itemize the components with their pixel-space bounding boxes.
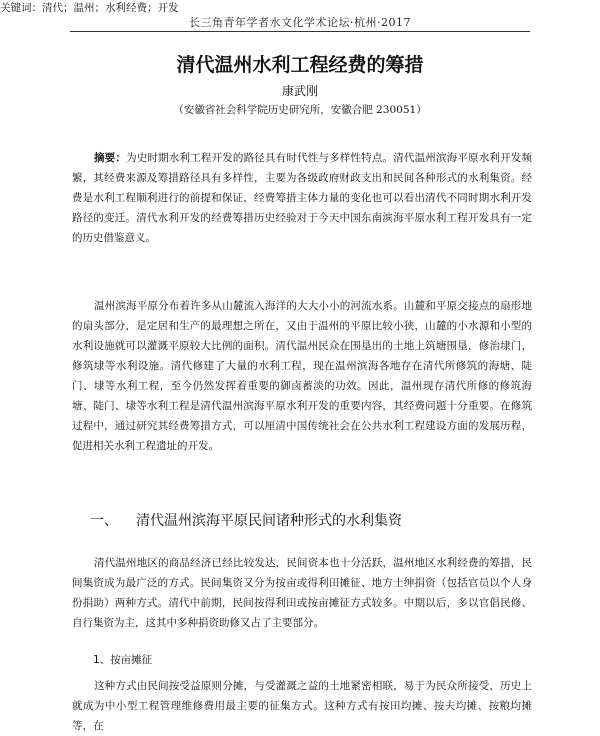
keywords-text: 清代；温州；水利经费；开发 — [42, 2, 179, 14]
keywords — [0, 0, 600, 15]
running-header: 长三角青年学者水文化学术论坛·杭州·2017 — [189, 16, 411, 29]
intro-paragraph: 温州滨海平原分布着许多从山麓流入海洋的大大小小的河流水系。山麓和平原交接点的扇形地的扇头部分，是定居和生产的最理想之所在，又由于温州的平原比较小狭，山麓的小水源和小型的水利设施就可以灌溉平原较大比例的面积。清代温州民众在围垦出的土地上筑塘围垦，修治埭门，修筑埭等水利设施。清代修建了大量的水利工程，现在温州滨海各地存在清代所修筑的海塘、陡门、埭等水利工程，至今仍然发挥着重要的御卤蓄淡的功效。因此，温州现存清代所修的修筑海塘、陡门、埭等水利工程是清代温州滨海平原水利开发的重要内容，其经费问题十分重要。在修筑过程中，通过研究其经费筹措方式，可以厘清中国传统社会在公共水利工程建设方面的发展历程，促进相关水利工程遗址的开发。 — [72, 300, 532, 452]
header-rule — [70, 31, 530, 32]
author-name: 康武刚 — [281, 84, 318, 98]
section-number: 一、 — [90, 513, 118, 529]
section-heading — [90, 510, 402, 530]
section-paragraph: 清代温州地区的商品经济已经比较发达，民间资本也十分活跃，温州地区水利经费的筹措，民间集资成为最广泛的方式。民间集资又分为按亩或得利田摊征、地方士绅捐资（包括官员以个人身份捐助）两种方式。清代中前期，民间按得利田或按亩摊征方式较多。中期以后，多以官倡民修、自行集资为主，这其中多种捐资助修又占了主要部分。 — [72, 557, 532, 629]
abstract-label: 摘要： — [94, 152, 127, 164]
abstract-text: 为史时期水利工程开发的路径具有时代性与多样性特点。清代温州滨海平原水利开发频繁，其经费来源及筹措路径具有多样性，主要为各级政府财政支出和民间各种形式的水利集资。经费是水利工程顺利进行的前提和保证，经费筹措主体力量的变化也可以看出清代不同时期水利开发路径的变迁。清代水利开发的经费筹措历史经验对于今天中国东南滨海平原水利工程开发具有一定的历史借鉴意义。 — [72, 152, 532, 244]
subsection-paragraph: 这种方式由民间按受益原则分摊，与受灌溉之益的土地紧密相联，易于为民众所接受，历史上就成为中小型工程管理维修费用最主要的征集方式。这种方式有按田均摊、按夫均摊、按粮均摊等，在 — [72, 680, 532, 732]
subsection-heading: 1、按亩摊征 — [93, 654, 153, 666]
author-affiliation: （安徽省社会科学院历史研究所，安徽合肥 230051） — [173, 104, 427, 116]
paper-title: 清代温州水利工程经费的筹措 — [176, 54, 424, 76]
keywords-label: 关键词： — [0, 2, 42, 14]
abstract — [72, 148, 532, 248]
section-title: 清代温州滨海平原民间诸种形式的水利集资 — [136, 513, 402, 529]
